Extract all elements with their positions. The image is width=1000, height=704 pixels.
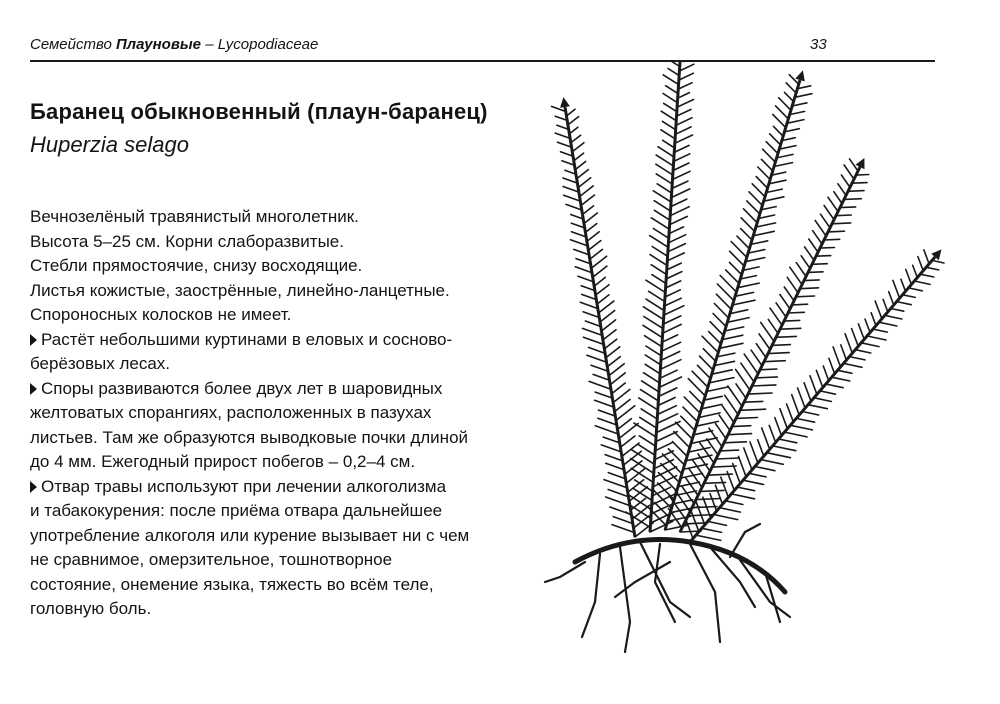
plant-roots: [545, 524, 790, 652]
text-line: [30, 303, 570, 328]
text-line-content: Отвар травы используют при лечении алкоголизма: [41, 476, 447, 496]
text-line: [30, 548, 570, 573]
leafy-stem: [626, 62, 694, 532]
leafy-stem: [668, 158, 868, 532]
stem-leaves: [668, 159, 868, 532]
text-line-content: и табакокурения: после приёма отвара дальнейшее: [30, 501, 443, 520]
description-text: [30, 205, 570, 622]
text-line: [30, 450, 570, 475]
text-line-content: головную боль.: [30, 599, 152, 618]
text-line-content: желтоватых спорангиях, расположенных в пазухах: [30, 403, 432, 422]
root: [690, 544, 720, 642]
root: [582, 554, 600, 637]
text-line: [30, 279, 570, 304]
text-line: [30, 254, 570, 279]
text-line: [30, 205, 570, 230]
running-header: [30, 36, 930, 56]
text-line: [30, 230, 570, 255]
text-line: [30, 524, 570, 549]
text-line-content: берёзовых лесах.: [30, 354, 170, 373]
bullet-triangle-icon: [30, 334, 37, 346]
text-line: [30, 352, 570, 377]
text-line-content: листьев. Там же образуются выводковые почки длиной: [30, 427, 469, 447]
stem-leaves: [626, 62, 694, 532]
leafy-stem: [686, 249, 944, 546]
family-prefix: Семейство: [30, 36, 112, 53]
text-line-content: употребление алкоголя или курение вызывает ни с чем: [30, 525, 470, 545]
family-name: Плауновые: [115, 36, 202, 53]
page-number: 33: [810, 36, 827, 53]
root: [620, 547, 630, 652]
text-line-content: Спороносных колосков не имеет.: [30, 305, 292, 324]
text-line-content: Листья кожистые, заострённые, линейно-ланцетные.: [30, 280, 450, 300]
root: [545, 562, 585, 582]
text-line-content: до 4 мм. Ежегодный прирост побегов – 0,2–4 см.: [30, 452, 416, 471]
text-line-content: Растёт небольшими куртинами в еловых и сосново-: [41, 329, 453, 349]
text-line: [30, 475, 570, 500]
root: [655, 544, 675, 622]
stem-tip: [795, 70, 805, 81]
text-line-content: Стебли прямостоячие, снизу восходящие.: [30, 256, 363, 275]
family-latin: – Lycopodiaceae: [205, 36, 319, 53]
leafy-stem: [648, 70, 811, 530]
bullet-triangle-icon: [30, 383, 37, 395]
species-title: Баранец обыкновенный (плаун-баранец): [30, 99, 488, 124]
text-line: [30, 597, 570, 622]
text-line-content: Высота 5–25 см. Корни слаборазвитые.: [30, 231, 344, 251]
species-latin-name: Huperzia selago: [30, 132, 189, 157]
leafy-stem: [552, 97, 654, 537]
text-line: [30, 377, 570, 402]
stem-tip: [560, 97, 570, 108]
root: [640, 542, 690, 617]
text-line: [30, 573, 570, 598]
text-line: [30, 328, 570, 353]
root: [730, 524, 760, 557]
bullet-triangle-icon: [30, 481, 37, 493]
text-line-content: Вечнозелёный травянистый многолетник.: [30, 207, 359, 226]
text-line: [30, 401, 570, 426]
text-line: [30, 426, 570, 451]
clubmoss-plant-illustration: [540, 62, 970, 667]
text-line-content: Споры развиваются более двух лет в шаровидных: [41, 378, 443, 398]
text-line: [30, 499, 570, 524]
text-line-content: состояние, онемение языка, тяжесть во всём теле,: [30, 574, 434, 594]
rhizome: [575, 540, 785, 593]
family-label: [30, 36, 318, 53]
plant-stems: [552, 62, 945, 547]
text-line-content: не сравнимое, омерзительное, тошнотворное: [30, 550, 393, 569]
